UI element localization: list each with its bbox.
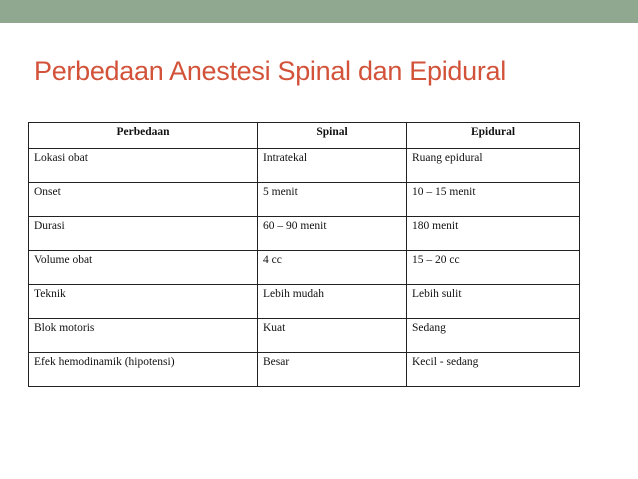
table-cell: Sedang <box>407 319 580 353</box>
comparison-table <box>28 122 580 387</box>
header-epidural: Epidural <box>407 123 580 149</box>
table-row <box>29 319 580 353</box>
table-cell: Durasi <box>29 217 258 251</box>
comparison-table-container <box>28 122 579 387</box>
table-row <box>29 217 580 251</box>
table-cell: Lebih mudah <box>258 285 407 319</box>
table-row <box>29 251 580 285</box>
table-row <box>29 149 580 183</box>
table-row <box>29 285 580 319</box>
table-cell: Blok motoris <box>29 319 258 353</box>
table-cell: Onset <box>29 183 258 217</box>
table-cell: Ruang epidural <box>407 149 580 183</box>
table-cell: 15 – 20 cc <box>407 251 580 285</box>
slide-title: Perbedaan Anestesi Spinal dan Epidural <box>34 56 506 86</box>
table-cell: 180 menit <box>407 217 580 251</box>
table-cell: Teknik <box>29 285 258 319</box>
table-cell: 5 menit <box>258 183 407 217</box>
table-row <box>29 353 580 387</box>
table-header-row <box>29 123 580 149</box>
table-cell: Volume obat <box>29 251 258 285</box>
header-perbedaan: Perbedaan <box>29 123 258 149</box>
header-spinal: Spinal <box>258 123 407 149</box>
table-cell: Intratekal <box>258 149 407 183</box>
table-cell: Lebih sulit <box>407 285 580 319</box>
table-cell: 60 – 90 menit <box>258 217 407 251</box>
table-cell: Kuat <box>258 319 407 353</box>
table-row <box>29 183 580 217</box>
table-cell: Besar <box>258 353 407 387</box>
table-cell: Efek hemodinamik (hipotensi) <box>29 353 258 387</box>
top-accent-bar <box>0 0 638 23</box>
table-cell: 4 cc <box>258 251 407 285</box>
table-cell: 10 – 15 menit <box>407 183 580 217</box>
table-cell: Lokasi obat <box>29 149 258 183</box>
table-cell: Kecil - sedang <box>407 353 580 387</box>
